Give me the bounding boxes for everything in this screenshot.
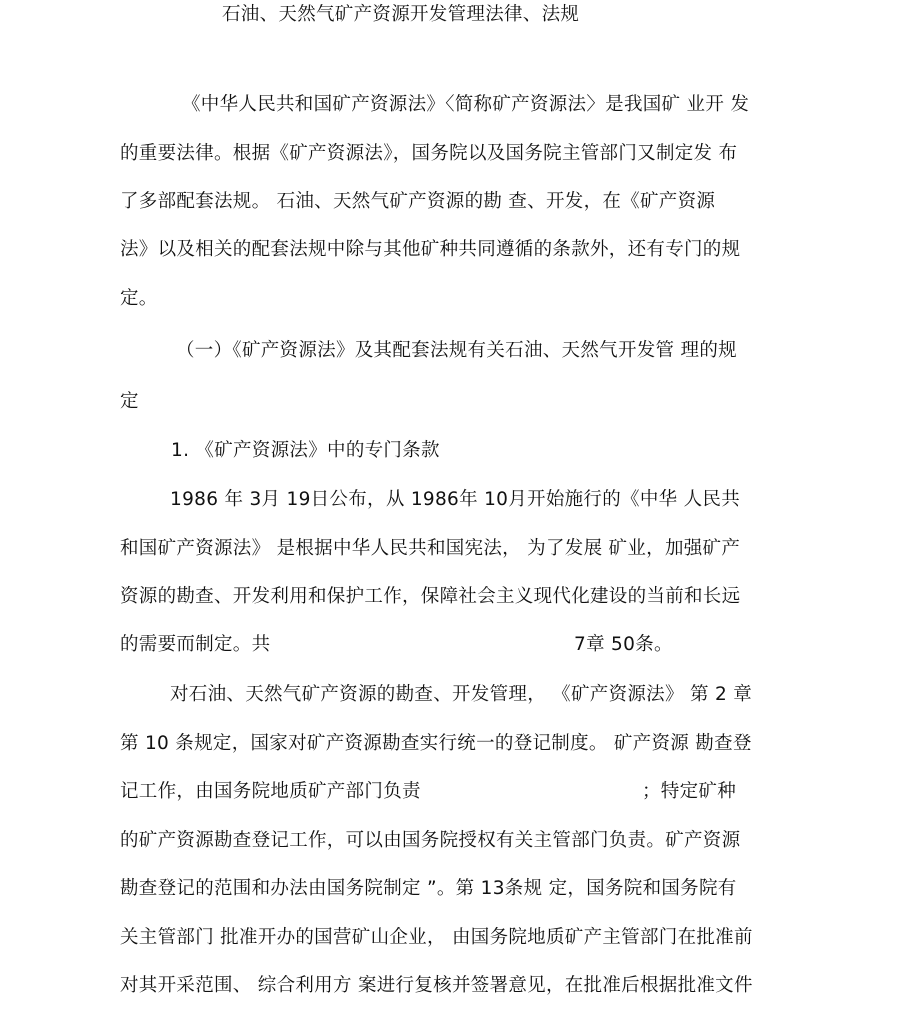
paragraph-line: 对石油、天然气矿产资源的勘查、开发管理， 《矿产资源法》 第 2 章 <box>170 684 752 705</box>
paragraph-line-fragment: 7章 50条。 <box>574 634 673 655</box>
paragraph-line: 法》以及相关的配套法规中除与其他矿种共同遵循的条款外，还有专门的规 <box>120 239 741 260</box>
paragraph-line: 和国矿产资源法》 是根据中华人民共和国宪法， 为了发展 矿业，加强矿产 <box>120 538 741 559</box>
paragraph-line: 了多部配套法规。 石油、天然气矿产资源的勘 查、开发，在《矿产资源 <box>120 191 716 212</box>
paragraph-line-fragment: ；特定矿种 <box>642 781 737 802</box>
paragraph-line: 1986 年 3月 19日公布，从 1986年 10月开始施行的《中华 人民共 <box>170 489 740 510</box>
document-title: 石油、天然气矿产资源开发管理法律、法规 <box>222 4 580 25</box>
paragraph-line: 对其开采范围、 综合利用方 案进行复核并签署意见，在批准后根据批准文件 <box>120 975 753 996</box>
paragraph-line: 资源的勘查、开发利用和保护工作，保障社会主义现代化建设的当前和长远 <box>120 586 741 607</box>
paragraph-line: 的需要而制定。共 <box>120 634 271 655</box>
paragraph-line: 第 10 条规定，国家对矿产资源勘查实行统一的登记制度。 矿产资源 勘查登 <box>120 733 752 754</box>
paragraph-line: 《中华人民共和国矿产资源法》〈简称矿产资源法〉是我国矿 业开 发 <box>182 94 750 115</box>
subsection-heading: 1. 《矿产资源法》中的专门条款 <box>171 440 440 461</box>
section-heading-continuation: 定 <box>120 391 139 412</box>
paragraph-line: 勘查登记的范围和办法由国务院制定 ”。第 13条规 定，国务院和国务院有 <box>120 878 737 899</box>
paragraph-line: 定。 <box>120 288 158 309</box>
paragraph-line: 的重要法律。根据《矿产资源法》，国务院以及国务院主管部门又制定发 布 <box>120 143 738 164</box>
paragraph-line: 的矿产资源勘查登记工作，可以由国务院授权有关主管部门负责。矿产资源 <box>120 830 741 851</box>
paragraph-line: 记工作，由国务院地质矿产部门负责 <box>120 781 421 802</box>
paragraph-line: 关主管部门 批准开办的国营矿山企业， 由国务院地质矿产主管部门在批准前 <box>120 927 753 948</box>
section-heading: （一）《矿产资源法》及其配套法规有关石油、天然气开发管 理的规 <box>176 340 737 361</box>
